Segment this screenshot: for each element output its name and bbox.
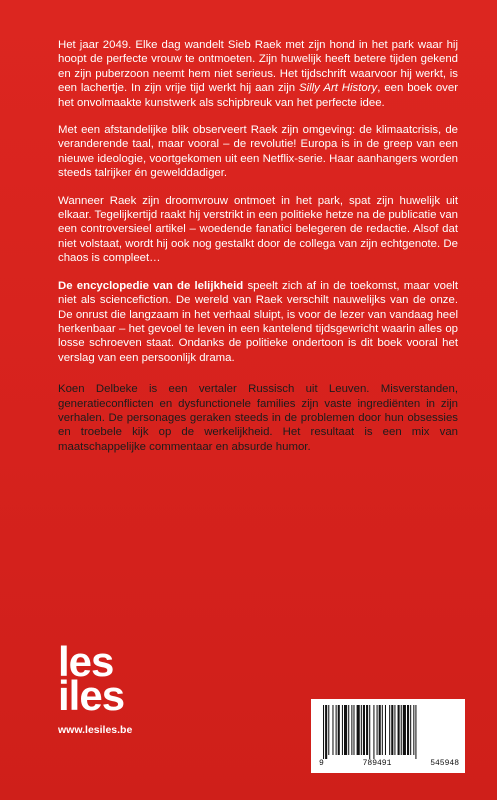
barcode-bar (410, 705, 411, 755)
blurb-paragraph-2: Met een afstandelijke blik observeert Raek zijn omgeving: de klimaatcrisis, de veranderende taal, maar vooral – de revolutie! Europa is in de greep van een nieuwe ideologie, voortgekomen uit een Netflix-serie. Haar aanhangers worden steeds talrijker én gewelddadiger. (58, 124, 458, 180)
barcode-bar (353, 705, 354, 755)
barcode-bar (398, 705, 400, 755)
barcode-bar (377, 705, 378, 755)
barcode-bar (373, 705, 374, 759)
barcode-bar (344, 705, 347, 755)
logo-line-2: iles (58, 672, 125, 719)
barcode-bar (403, 705, 406, 755)
barcode-bar (338, 705, 340, 755)
publisher-website: www.lesiles.be (58, 724, 133, 736)
blurb-paragraph-1: Het jaar 2049. Elke dag wandelt Sieb Raek met zijn hond in het park waar hij hoopt de perfecte vrouw te ontmoeten. Zijn huwelijk heeft betere tijden gekend en zijn puberzoon neemt hem niet serieus. Het tijdschrift waarvoor hij werkt, is een lachertje. In zijn vrije tijd werkt hij aan zijn Silly Art History, een boek over het onvolmaakte kunstwerk als schipbreuk van het perfecte idee. (58, 39, 458, 109)
barcode-bar (348, 705, 349, 755)
barcode-bar (325, 705, 327, 759)
barcode-bar (379, 705, 381, 755)
barcode-bar (342, 705, 343, 755)
barcode-bar (394, 705, 395, 755)
barcode-bars (323, 705, 455, 759)
barcode-bar (391, 705, 393, 755)
publisher-logo (58, 638, 125, 719)
barcode-bar (328, 705, 329, 755)
barcode-bar (336, 705, 337, 755)
barcode-bar (323, 705, 324, 759)
barcode-bar (332, 705, 333, 755)
barcode-group-right: 545948 (430, 759, 459, 768)
barcode-bar (363, 705, 365, 755)
author-bio: Koen Delbeke is een vertaler Russisch uit Leuven. Misverstanden, generatieconflicten en dysfunctionele families zijn vaste ingrediënten in zijn verhalen. De personages geraken steeds in de problemen door hun obsessies en troebele kijk op de werkelijkheid. Het resultaat is een mix van maatschappelijke commentaar en absurde humor. (58, 383, 458, 453)
barcode-bar (366, 705, 368, 755)
barcode-number (319, 759, 459, 768)
barcode-bar (382, 705, 383, 755)
barcode-bar (357, 705, 360, 755)
logo-line-1: les (58, 638, 114, 685)
barcode-bar (361, 705, 362, 755)
barcode-bar (351, 705, 352, 755)
barcode-bar (407, 705, 409, 755)
barcode-bar (369, 705, 370, 759)
barcode-group-left: 789491 (362, 759, 392, 768)
barcode-bar (413, 705, 414, 755)
blurb-paragraph-4: De encyclopedie van de lelijkheid speelt zich af in de toekomst, maar voelt niet als sciencefiction. De wereld van Raek verschilt nauwelijks van de onze. De onrust die langzaam in het verhaal sluipt, is voor de lezer van vandaag heel herkenbaar – het gevoel te leven in een kantelend tijdsgewricht waarin alles op losse schroeven staat. Ondanks de politieke ondertoon is dit boek vooral het verslag van een persoonlijk drama. (58, 279, 458, 364)
blurb-paragraph-3: Wanneer Raek zijn droomvrouw ontmoet in het park, spat zijn huwelijk uit elkaar. Tegelijkertijd raakt hij verstrikt in een politieke hetze na de publicatie van een controversieel artikel – woedende fanatici belegeren de redactie. Alsof dat niet volstaat, wordt hij ook nog gestalkt door de collega van zijn echtgenote. De chaos is compleet… (58, 194, 458, 265)
barcode-bar (389, 705, 390, 755)
barcode-digit-first: 9 (319, 759, 324, 768)
isbn-barcode (311, 699, 465, 773)
barcode-bar (401, 705, 402, 755)
barcode-bar (415, 705, 416, 759)
barcode-bar (385, 705, 386, 755)
blurb-text (58, 38, 458, 467)
